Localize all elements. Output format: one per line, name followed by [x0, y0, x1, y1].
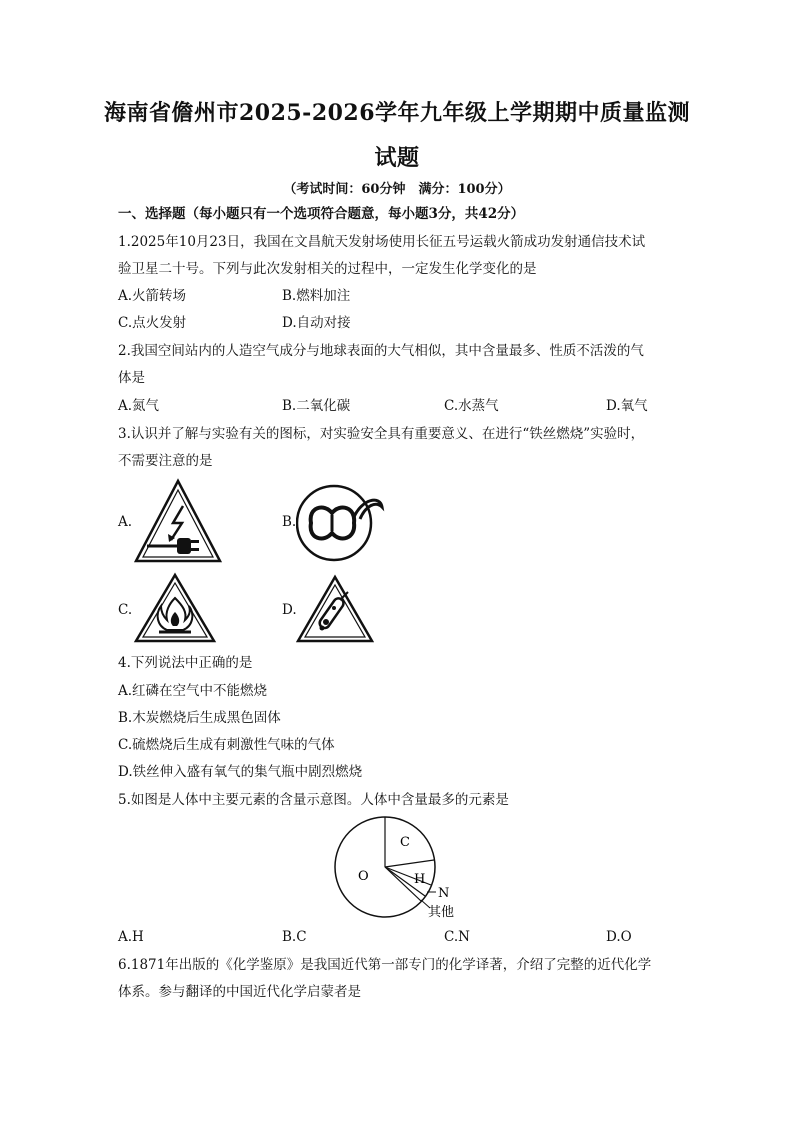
q2-stem-line2: 体是: [118, 370, 145, 386]
q5-option-b: B.C: [282, 929, 307, 945]
q4-option-c: C.硫燃烧后生成有刺激性气味的气体: [118, 737, 335, 753]
q2-stem-line1: 2.我国空间站内的人造空气成分与地球表面的大气相似，其中含量最多、性质不活泼的气: [118, 343, 644, 359]
q1-option-d: D.自动对接: [282, 315, 351, 331]
pie-label-h: H: [414, 872, 426, 887]
corrosive-hazard-icon: [296, 574, 374, 644]
q1-option-a: A.火箭转场: [118, 288, 187, 304]
page-title-line2: 试题: [374, 145, 420, 171]
flame-hazard-icon: [133, 572, 217, 644]
q4-stem: 4.下列说法中正确的是: [118, 655, 253, 671]
q3-option-b: B.: [282, 514, 297, 530]
q1-stem-line2: 验卫星二十号。下列与此次发射相关的过程中，一定发生化学变化的是: [118, 261, 537, 277]
pie-label-other: 其他: [428, 905, 455, 920]
hot-surface-glove-icon: [296, 483, 386, 563]
q5-option-d: D.O: [606, 929, 632, 945]
pie-label-n: N: [438, 886, 450, 901]
q4-option-a: A.红磷在空气中不能燃烧: [118, 683, 268, 699]
q1-stem-line1: 1.2025年10月23日，我国在文昌航天发射场使用长征五号运载火箭成功发射通信技术试: [118, 234, 646, 250]
q4-option-b: B.木炭燃烧后生成黑色固体: [118, 710, 281, 726]
electric-hazard-icon: [133, 478, 223, 564]
q5-option-a: A.H: [118, 929, 144, 945]
q5-stem: 5.如图是人体中主要元素的含量示意图。人体中含量最多的元素是: [118, 792, 509, 808]
pie-label-o: O: [358, 869, 369, 884]
q2-option-c: C.水蒸气: [444, 398, 499, 414]
q3-option-d: D.: [282, 602, 297, 618]
q6-stem-line2: 体系。参与翻译的中国近代化学启蒙者是: [118, 984, 361, 1000]
q4-option-d: D.铁丝伸入盛有氧气的集气瓶中剧烈燃烧: [118, 764, 363, 780]
q2-option-a: A.氮气: [118, 398, 160, 414]
q6-stem-line1: 6.1871年出版的《化学鉴原》是我国近代第一部专门的化学译著，介绍了完整的近代化学: [118, 957, 652, 973]
exam-info: （考试时间：60分钟 满分：100分）: [283, 182, 511, 197]
q3-option-c: C.: [118, 602, 133, 618]
q1-option-c: C.点火发射: [118, 315, 187, 331]
q2-option-d: D.氧气: [606, 398, 648, 414]
page-title: 海南省儋州市2025-2026学年九年级上学期期中质量监测: [103, 100, 691, 126]
element-content-pie-diagram: [330, 812, 470, 926]
q3-option-a: A.: [118, 514, 133, 530]
q3-stem-line1: 3.认识并了解与实验有关的图标，对实验安全具有重要意义、在进行“铁丝燃烧”实验时，: [118, 426, 645, 442]
pie-label-c: C: [400, 835, 410, 850]
q5-option-c: C.N: [444, 929, 470, 945]
q1-option-b: B.燃料加注: [282, 288, 351, 304]
q2-option-b: B.二氧化碳: [282, 398, 351, 414]
q3-stem-line2: 不需要注意的是: [118, 453, 213, 469]
section-heading: 一、选择题（每小题只有一个选项符合题意，每小题3分，共42分）: [118, 206, 525, 222]
